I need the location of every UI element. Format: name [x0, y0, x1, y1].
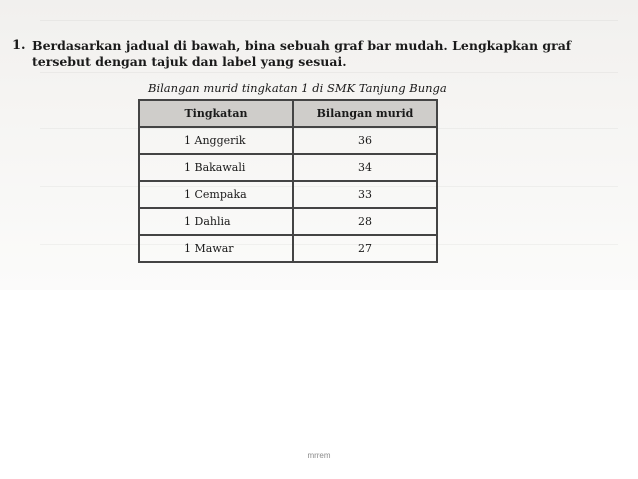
row-class: 1 Dahlia	[139, 208, 293, 235]
row-count: 28	[293, 208, 437, 235]
row-class: 1 Bakawali	[139, 154, 293, 181]
header-tingkatan: Tingkatan	[139, 100, 293, 127]
watermark-text: mrrem	[307, 451, 331, 460]
row-count: 33	[293, 181, 437, 208]
row-count: 34	[293, 154, 437, 181]
table-row	[139, 235, 437, 262]
table-caption: Bilangan murid tingkatan 1 di SMK Tanjung Bunga	[148, 81, 447, 95]
row-count: 27	[293, 235, 437, 262]
row-count: 36	[293, 127, 437, 154]
row-class: 1 Cempaka	[139, 181, 293, 208]
table-row	[139, 127, 437, 154]
row-class: 1 Anggerik	[139, 127, 293, 154]
data-table	[138, 99, 438, 263]
table-row	[139, 154, 437, 181]
bleed-through-line	[40, 20, 618, 21]
header-bilangan-murid: Bilangan murid	[293, 100, 437, 127]
table-row	[139, 208, 437, 235]
table-row	[139, 181, 437, 208]
row-class: 1 Mawar	[139, 235, 293, 262]
bleed-through-line	[40, 72, 618, 73]
table-header-row	[139, 100, 437, 127]
question-number: 1.	[12, 38, 26, 53]
question-text: Berdasarkan jadual di bawah, bina sebuah graf bar mudah. Lengkapkan graf tersebut dengan tajuk dan label yang sesuai.	[32, 38, 572, 69]
